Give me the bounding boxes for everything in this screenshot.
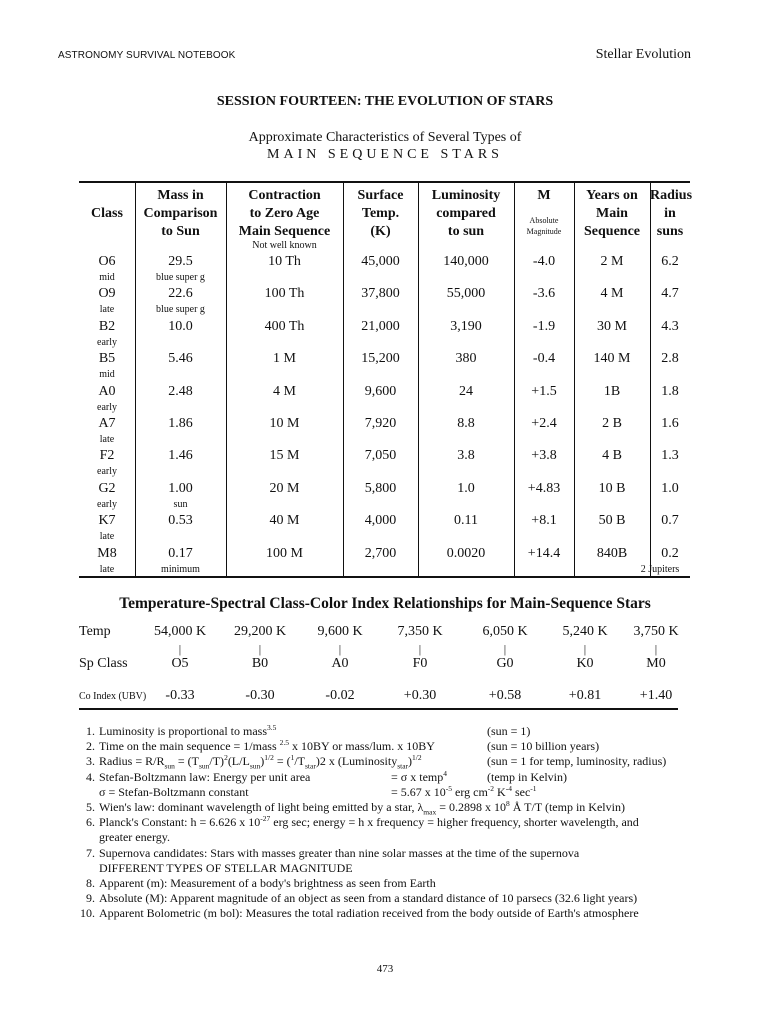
cell-contr: 100 M xyxy=(266,545,303,561)
header-contraction: Contraction to Zero Age Main Sequence xyxy=(238,188,331,239)
cell-cls: G2 xyxy=(98,480,116,496)
cell-years: 840B xyxy=(596,545,628,561)
note-5: 5. Wien's law: dominant wavelength of light being emitted by a star, $\lambda_{max} = 0.2898$ x $10^8$ Å T/T (temp in Kelvin) xyxy=(86,799,625,817)
temp-value: 6,050 K xyxy=(482,624,528,639)
color-index-rule xyxy=(79,708,678,710)
cell-temp: 7,920 xyxy=(364,416,397,431)
header-right: Stellar Evolution xyxy=(595,47,691,62)
spectral-class-value: G0 xyxy=(496,656,514,671)
cell-years: 50 B xyxy=(598,513,626,529)
cell-years: 140 M xyxy=(593,351,631,367)
color-index-value: -0.02 xyxy=(325,688,355,703)
spectral-class-value: M0 xyxy=(646,656,666,671)
table-subtitle: Approximate Characteristics of Several Types of xyxy=(248,130,522,145)
cell-radius: 6.2 xyxy=(661,254,679,269)
cell-lum: 140,000 xyxy=(443,254,489,269)
cell-radius: 1.0 xyxy=(661,480,679,496)
connector-pipe: | xyxy=(583,642,587,656)
cell-m: +3.8 xyxy=(531,448,557,464)
cell-radius: 4.7 xyxy=(661,286,679,302)
temp-value: 54,000 K xyxy=(153,624,207,639)
cell-cls: M8 xyxy=(97,545,117,561)
cell-mass-note: blue super g xyxy=(156,304,205,316)
relationship-title: Temperature-Spectral Class-Color Index Relationships for Main-Sequence Stars xyxy=(119,595,651,612)
temp-label: Temp xyxy=(79,624,111,639)
note-4: 4. Stefan-Boltzmann law: Energy per unit area = σ x temp$^4$ (temp in Kelvin) xyxy=(86,768,567,784)
cell-m: -4.0 xyxy=(532,254,556,269)
header-luminosity: Luminosity compared to sun xyxy=(431,188,501,239)
cell-mass-note: blue super g xyxy=(156,272,205,283)
cell-m: +8.1 xyxy=(531,513,557,529)
cell-temp: 45,000 xyxy=(361,254,400,269)
cell-temp: 37,800 xyxy=(361,286,400,302)
cell-mass: 22.6 xyxy=(168,286,193,302)
color-index-value: +0.58 xyxy=(488,688,522,703)
cell-mass: 10.0 xyxy=(168,318,193,334)
cell-cls-note: late xyxy=(99,563,115,575)
temp-value: 3,750 K xyxy=(633,624,679,639)
cell-radius: 1.6 xyxy=(661,416,679,431)
cell-years: 2 M xyxy=(600,254,624,269)
cell-lum: 24 xyxy=(459,383,473,399)
header-radius: Radius in suns xyxy=(650,188,693,239)
cell-radius: 1.3 xyxy=(661,448,679,464)
cell-radius: 0.7 xyxy=(661,513,679,529)
cell-years: 30 M xyxy=(597,318,627,334)
color-index-label: Co Index (UBV) xyxy=(79,691,147,702)
note-2: 2. Time on the main sequence = 1/mass $^{2.5}$ x 10BY or mass/lum. x 10BY (sun = 10 billion years) xyxy=(86,738,600,754)
table-subtitle-caps: MAIN SEQUENCE STARS xyxy=(267,147,503,162)
cell-temp: 5,800 xyxy=(364,480,397,496)
cell-radius: 2.8 xyxy=(661,351,679,367)
note-8: 8. Apparent (m): Measurement of a body's brightness as seen from Earth xyxy=(86,876,436,891)
header-class: Class xyxy=(91,206,123,221)
cell-lum: 1.0 xyxy=(457,480,475,496)
cell-lum: 380 xyxy=(455,351,477,367)
spectral-class-value: K0 xyxy=(576,656,594,671)
cell-contr: 20 M xyxy=(269,480,300,496)
cell-mass-note: minimum xyxy=(161,563,200,575)
cell-temp: 15,200 xyxy=(361,351,400,367)
cell-m: -1.9 xyxy=(532,318,556,334)
spectral-class-value: A0 xyxy=(331,656,349,671)
cell-cls: O9 xyxy=(98,286,116,302)
cell-m: +14.4 xyxy=(527,545,561,561)
note-7: 7. Supernova candidates: Stars with masses greater than nine solar masses at the time of the supernova DIFFERENT TYPES OF STELLAR MAGNITUDE xyxy=(86,845,580,875)
cell-cls-note: mid xyxy=(99,369,115,381)
cell-lum: 55,000 xyxy=(446,286,486,302)
cell-contr: 15 M xyxy=(269,448,300,464)
note-6: 6. Planck's Constant: h = 6.626 x $10^{-27}$ erg sec; energy = h x frequency = higher frequency, shorter wavelength, and greater energy. xyxy=(86,814,639,845)
cell-temp: 9,600 xyxy=(364,383,397,399)
cell-contr: 4 M xyxy=(273,383,296,399)
cell-temp: 7,050 xyxy=(364,448,397,464)
cell-lum: 0.0020 xyxy=(446,545,486,561)
cell-mass: 29.5 xyxy=(168,254,193,269)
temp-value: 9,600 K xyxy=(317,624,363,639)
main-sequence-table xyxy=(79,181,693,578)
spectral-class-label: Sp Class xyxy=(79,656,128,671)
header-abs-mag-note: Absolute Magnitude xyxy=(526,216,562,236)
spectral-class-value: O5 xyxy=(171,656,189,671)
cell-lum: 3.8 xyxy=(457,448,475,464)
cell-m: -0.4 xyxy=(532,351,556,367)
note-3: 3. Radius = $R/R_{sun} = (T_{sun}/T)^2(L/L_{sun})^{1/2} = (^1/T_{star})2$ x (Luminosity$_{star}$)$^{1/2}$ (sun = 1 for temp, luminosity, radius) xyxy=(86,753,667,771)
cell-mass: 1.86 xyxy=(168,416,193,431)
cell-mass-note: sun xyxy=(173,498,188,510)
cell-cls-note: late xyxy=(99,531,115,543)
connector-pipe: | xyxy=(178,642,182,656)
note-1: 1. Luminosity is proportional to mass$^{3.5}$ (sun = 1) xyxy=(86,723,531,738)
cell-cls: F2 xyxy=(99,448,115,464)
cell-lum: 3,190 xyxy=(450,318,482,334)
cell-cls-note: late xyxy=(99,434,115,445)
cell-years: 2 B xyxy=(602,416,622,431)
cell-mass: 5.46 xyxy=(168,351,193,367)
connector-pipe: | xyxy=(418,642,422,656)
cell-radius: 1.8 xyxy=(661,383,679,399)
cell-cls: B2 xyxy=(98,318,116,334)
cell-contr: 10 Th xyxy=(268,254,301,269)
connector-pipe: | xyxy=(258,642,262,656)
temp-value: 29,200 K xyxy=(233,624,287,639)
cell-radius: 4.3 xyxy=(661,318,679,334)
cell-years: 10 B xyxy=(598,480,626,496)
cell-cls: B5 xyxy=(98,351,116,367)
cell-contr: 400 Th xyxy=(264,318,305,334)
cell-cls: K7 xyxy=(98,513,116,529)
cell-radius-note: 2 Jupiters xyxy=(640,563,680,575)
cell-years: 4 B xyxy=(602,448,622,464)
cell-mass: 0.17 xyxy=(168,545,193,561)
cell-temp: 2,700 xyxy=(364,545,397,561)
cell-mass: 1.00 xyxy=(168,480,193,496)
cell-lum: 8.8 xyxy=(457,416,475,431)
color-index-value: -0.30 xyxy=(245,688,275,703)
color-index-value: +0.81 xyxy=(568,688,602,703)
spectral-class-value: B0 xyxy=(251,656,269,671)
cell-contr: 40 M xyxy=(269,513,300,529)
cell-cls-note: late xyxy=(99,304,115,316)
cell-years: 4 M xyxy=(600,286,624,302)
cell-mass: 0.53 xyxy=(168,513,193,529)
temp-value: 7,350 K xyxy=(397,624,443,639)
note-4-constant: σ = Stefan-Boltzmann constant = 5.67 x $10^{-5}$ erg $cm^{-2}$ $K^{-4}$ $\sec^{-1}$ xyxy=(99,783,537,799)
header-abs-mag: M xyxy=(537,188,551,203)
cell-temp: 4,000 xyxy=(364,513,397,529)
temp-value: 5,240 K xyxy=(562,624,608,639)
cell-cls-note: mid xyxy=(99,272,115,283)
color-index-value: -0.33 xyxy=(165,688,195,703)
header-temp: Surface Temp. (K) xyxy=(357,188,404,239)
contraction-note: Not well known xyxy=(252,240,317,251)
cell-mass: 2.48 xyxy=(168,383,193,399)
cell-m: +2.4 xyxy=(531,416,557,431)
cell-mass: 1.46 xyxy=(168,448,193,464)
cell-cls: A0 xyxy=(98,383,116,399)
cell-cls: A7 xyxy=(98,416,116,431)
spectral-class-value: F0 xyxy=(412,656,428,671)
page-number: 473 xyxy=(376,963,394,975)
header-mass: Mass in Comparison to Sun xyxy=(143,188,218,239)
header-left: ASTRONOMY SURVIVAL NOTEBOOK xyxy=(58,50,236,61)
cell-cls-note: early xyxy=(97,336,117,348)
color-index-value: +0.30 xyxy=(403,688,437,703)
note-10: 10. Apparent Bolometric (m bol): Measures the total radiation received from the body outside of Earth's atmosphere xyxy=(80,906,639,921)
cell-m: +1.5 xyxy=(531,383,557,399)
notes-list xyxy=(79,724,719,922)
header-years: Years on Main Sequence xyxy=(584,188,640,239)
cell-temp: 21,000 xyxy=(361,318,400,334)
cell-contr: 10 M xyxy=(269,416,300,431)
page-title: SESSION FOURTEEN: THE EVOLUTION OF STARS xyxy=(216,94,554,109)
cell-m: -3.6 xyxy=(532,286,556,302)
cell-cls-note: early xyxy=(97,401,117,413)
cell-lum: 0.11 xyxy=(454,513,478,529)
cell-years: 1B xyxy=(603,383,621,399)
connector-pipe: | xyxy=(338,642,342,656)
note-9: 9. Absolute (M): Apparent magnitude of an object as seen from a standard distance of 10 parsecs (32.6 light years) xyxy=(86,891,638,906)
color-index-value: +1.40 xyxy=(639,688,673,703)
cell-contr: 1 M xyxy=(273,351,296,367)
cell-cls-note: early xyxy=(97,466,117,478)
cell-radius: 0.2 xyxy=(661,545,679,561)
cell-cls: O6 xyxy=(98,254,116,269)
cell-m: +4.83 xyxy=(527,480,561,496)
connector-pipe: | xyxy=(503,642,507,656)
cell-cls-note: early xyxy=(97,498,117,510)
cell-contr: 100 Th xyxy=(264,286,305,302)
connector-pipe: | xyxy=(654,642,658,656)
